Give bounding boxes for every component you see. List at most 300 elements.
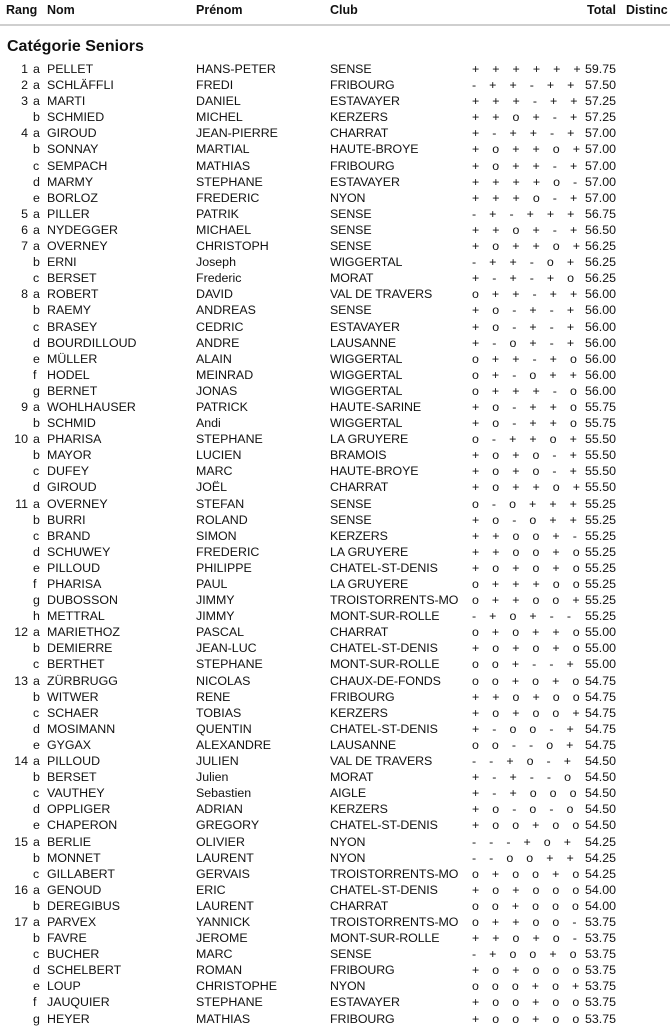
cell-nom: PILLOUD	[47, 754, 101, 769]
cell-letter: b	[33, 512, 40, 527]
cell-club: NYON	[330, 850, 366, 865]
cell-letter: f	[33, 577, 37, 591]
cell-prenom: ROMAN	[196, 963, 243, 978]
cell-club: CHARRAT	[330, 898, 389, 913]
cell-letter: a	[33, 94, 40, 109]
cell-letter: c	[33, 271, 40, 286]
cell-letter: e	[33, 190, 40, 205]
cell-letter: a	[33, 834, 40, 849]
table-row	[0, 640, 670, 656]
cell-letter: e	[33, 560, 40, 575]
cell-rank: 15	[14, 834, 28, 849]
cell-letter: a	[33, 239, 40, 254]
cell-marks: + - o o - +	[472, 721, 579, 736]
cell-marks: + + o + - +	[472, 222, 582, 237]
cell-club: CHARRAT	[330, 625, 389, 640]
cell-prenom: FREDI	[196, 78, 234, 93]
cell-rank: 14	[14, 754, 28, 769]
cell-marks: + + + - + +	[472, 94, 583, 109]
cell-nom: DUFEY	[47, 464, 89, 479]
cell-rank: 7	[21, 239, 28, 254]
cell-nom: HODEL	[47, 367, 90, 382]
cell-letter: g	[33, 383, 40, 398]
cell-total: 54.75	[585, 737, 617, 752]
cell-nom: BOURDILLOUD	[47, 335, 137, 350]
cell-prenom: NICOLAS	[196, 673, 251, 688]
cell-nom: DEREGIBUS	[47, 898, 120, 913]
table-row	[0, 930, 670, 946]
cell-nom: WOHLHAUSER	[47, 399, 136, 414]
cell-total: 54.25	[585, 834, 617, 849]
cell-club: CHATEL-ST-DENIS	[330, 560, 438, 575]
cell-club: KERZERS	[330, 528, 388, 543]
table-row	[0, 399, 670, 415]
cell-nom: CHAPERON	[47, 818, 118, 833]
cell-marks: - + o o + o	[472, 947, 582, 962]
cell-total: 55.25	[585, 593, 617, 608]
cell-nom: SEMPACH	[47, 158, 108, 173]
category-title: Catégorie Seniors	[7, 38, 144, 55]
table-row	[0, 689, 670, 705]
cell-total: 55.25	[585, 577, 617, 591]
cell-marks: + + + + o -	[472, 174, 582, 189]
table-row	[0, 431, 670, 447]
cell-club: VAL DE TRAVERS	[330, 754, 433, 769]
cell-nom: DUBOSSON	[47, 593, 118, 608]
cell-prenom: STEFAN	[196, 496, 245, 511]
cell-prenom: DAVID	[196, 287, 233, 302]
cell-marks: - - + o - +	[472, 754, 576, 769]
cell-total: 57.25	[585, 94, 617, 109]
cell-marks: + - + + - +	[472, 126, 580, 141]
cell-prenom: STEPHANE	[196, 657, 263, 672]
table-row	[0, 125, 670, 141]
cell-marks: + o - + + o	[472, 416, 582, 431]
cell-nom: BURRI	[47, 512, 86, 527]
cell-letter: b	[33, 689, 40, 704]
cell-club: MONT-SUR-ROLLE	[330, 657, 440, 672]
cell-nom: SCHMID	[47, 416, 96, 431]
cell-total: 53.75	[585, 963, 617, 978]
cell-prenom: QUENTIN	[196, 721, 252, 736]
cell-nom: BRAND	[47, 528, 91, 543]
cell-total: 54.50	[585, 818, 617, 833]
table-row	[0, 673, 670, 689]
cell-total: 56.00	[585, 351, 617, 366]
table-row	[0, 512, 670, 528]
cell-marks: o + + - + +	[472, 287, 582, 302]
cell-marks: - - o o + +	[472, 850, 579, 865]
table-row	[0, 962, 670, 978]
cell-total: 55.75	[585, 399, 617, 414]
cell-marks: + o + + o +	[472, 480, 585, 495]
cell-marks: + o - o - o	[472, 802, 579, 817]
cell-total: 54.75	[585, 689, 617, 704]
table-row	[0, 656, 670, 672]
cell-nom: LOUP	[47, 979, 81, 994]
cell-marks: o + o + + o	[472, 625, 585, 640]
cell-club: SENSE	[330, 947, 372, 962]
cell-club: LA GRUYERE	[330, 432, 409, 447]
cell-club: BRAMOIS	[330, 448, 387, 463]
cell-total: 56.25	[585, 255, 617, 270]
cell-prenom: HANS-PETER	[196, 62, 276, 76]
cell-total: 54.25	[585, 866, 617, 881]
cell-club: NYON	[330, 979, 366, 994]
cell-marks: + + + o - +	[472, 190, 582, 205]
cell-prenom: PATRIK	[196, 206, 239, 221]
cell-club: SENSE	[330, 496, 372, 511]
cell-club: CHARRAT	[330, 480, 389, 495]
cell-total: 53.75	[585, 1011, 617, 1026]
cell-club: KERZERS	[330, 705, 388, 720]
cell-nom: SCHUWEY	[47, 544, 111, 559]
cell-nom: DEMIERRE	[47, 641, 113, 656]
cell-nom: VAUTHEY	[47, 786, 105, 801]
cell-club: LA GRUYERE	[330, 544, 409, 559]
cell-prenom: JEAN-PIERRE	[196, 126, 278, 141]
cell-prenom: MICHEL	[196, 110, 243, 125]
cell-marks: + o + o o +	[472, 705, 585, 720]
cell-marks: o + - o + +	[472, 367, 582, 382]
cell-prenom: ADRIAN	[196, 802, 243, 817]
cell-marks: - + o + - -	[472, 609, 576, 624]
cell-prenom: ANDREAS	[196, 303, 256, 318]
table-row	[0, 721, 670, 737]
cell-letter: c	[33, 464, 40, 479]
cell-prenom: TOBIAS	[196, 705, 242, 720]
cell-club: KERZERS	[330, 802, 388, 817]
cell-letter: b	[33, 142, 40, 157]
cell-club: VAL DE TRAVERS	[330, 287, 433, 302]
cell-rank: 9	[21, 399, 28, 414]
cell-club: TROISTORRENTS-MO	[330, 866, 459, 881]
cell-prenom: GREGORY	[196, 818, 260, 833]
cell-prenom: MATHIAS	[196, 158, 251, 173]
cell-letter: d	[33, 335, 40, 350]
cell-letter: g	[33, 1011, 40, 1026]
table-row	[0, 174, 670, 190]
table-row	[0, 705, 670, 721]
cell-total: 55.25	[585, 512, 617, 527]
cell-nom: MAYOR	[47, 448, 92, 463]
cell-nom: BERSET	[47, 271, 97, 286]
cell-total: 56.00	[585, 319, 617, 334]
cell-marks: + + o + o o	[472, 689, 585, 704]
cell-prenom: ERIC	[196, 882, 226, 897]
cell-letter: a	[33, 914, 40, 929]
table-row	[0, 222, 670, 238]
table-row	[0, 190, 670, 206]
table-row	[0, 834, 670, 850]
table-header	[0, 0, 670, 26]
cell-marks: + - + o o o	[472, 786, 582, 801]
cell-club: HAUTE-BROYE	[330, 142, 419, 157]
cell-prenom: CHRISTOPH	[196, 239, 269, 254]
cell-total: 56.00	[585, 287, 617, 302]
cell-letter: a	[33, 287, 40, 302]
cell-marks: o - + + o +	[472, 432, 582, 447]
cell-letter: b	[33, 110, 40, 125]
cell-club: HAUTE-BROYE	[330, 464, 419, 479]
cell-marks: o o + o + o	[472, 673, 585, 688]
cell-nom: PELLET	[47, 62, 94, 76]
table-row	[0, 319, 670, 335]
cell-marks: + + + + + +	[472, 62, 586, 76]
cell-letter: b	[33, 850, 40, 865]
cell-club: WIGGERTAL	[330, 255, 403, 270]
cell-marks: + + o + - +	[472, 110, 582, 125]
cell-prenom: FREDERIC	[196, 544, 260, 559]
table-row	[0, 93, 670, 109]
cell-total: 56.00	[585, 303, 617, 318]
cell-marks: + o - o + +	[472, 512, 582, 527]
cell-nom: MARMY	[47, 174, 94, 189]
cell-rank: 17	[14, 914, 28, 929]
cell-prenom: MARC	[196, 947, 233, 962]
cell-letter: g	[33, 593, 40, 608]
cell-letter: e	[33, 737, 40, 752]
cell-nom: OVERNEY	[47, 239, 108, 254]
cell-club: FRIBOURG	[330, 158, 395, 173]
table-row	[0, 77, 670, 93]
table-row	[0, 850, 670, 866]
cell-club: ESTAVAYER	[330, 174, 400, 189]
header-nom: Nom	[47, 3, 75, 17]
cell-total: 53.75	[585, 947, 617, 962]
table-row	[0, 801, 670, 817]
cell-prenom: LAURENT	[196, 850, 254, 865]
cell-rank: 6	[21, 222, 28, 237]
cell-prenom: JIMMY	[196, 593, 235, 608]
cell-letter: e	[33, 979, 40, 994]
cell-marks: o + o o + o	[472, 866, 585, 881]
table-row	[0, 994, 670, 1010]
table-row	[0, 109, 670, 125]
cell-letter: b	[33, 448, 40, 463]
cell-total: 54.50	[585, 754, 617, 769]
cell-club: MORAT	[330, 770, 374, 785]
cell-marks: o o + o o o	[472, 898, 584, 913]
cell-total: 54.75	[585, 673, 617, 688]
cell-club: FRIBOURG	[330, 1011, 395, 1026]
cell-nom: WITWER	[47, 689, 99, 704]
cell-rank: 5	[21, 206, 28, 221]
cell-letter: a	[33, 754, 40, 769]
cell-letter: a	[33, 78, 40, 93]
cell-prenom: STEPHANE	[196, 432, 263, 447]
cell-nom: BERNET	[47, 383, 98, 398]
cell-total: 57.00	[585, 174, 617, 189]
cell-prenom: Julien	[196, 770, 229, 785]
cell-letter: d	[33, 174, 40, 189]
cell-prenom: ROLAND	[196, 512, 248, 527]
cell-prenom: MICHAEL	[196, 222, 252, 237]
cell-total: 55.50	[585, 464, 617, 479]
cell-nom: BRASEY	[47, 319, 98, 334]
cell-letter: d	[33, 480, 40, 495]
cell-total: 55.75	[585, 416, 617, 431]
cell-marks: o + + + - o	[472, 383, 582, 398]
cell-rank: 16	[14, 882, 28, 897]
results-table	[0, 61, 670, 1027]
cell-total: 54.50	[585, 786, 617, 801]
table-row	[0, 914, 670, 930]
cell-club: TROISTORRENTS-MO	[330, 914, 459, 929]
cell-total: 56.25	[585, 271, 617, 286]
cell-letter: b	[33, 641, 40, 656]
cell-marks: + o o + o o	[472, 1011, 585, 1026]
cell-club: NYON	[330, 190, 366, 205]
cell-nom: PHARISA	[47, 432, 102, 447]
table-row	[0, 608, 670, 624]
cell-letter: b	[33, 898, 40, 913]
cell-letter: d	[33, 802, 40, 817]
cell-nom: SONNAY	[47, 142, 99, 157]
cell-club: LA GRUYERE	[330, 577, 409, 591]
cell-marks: + o + + o +	[472, 239, 585, 254]
table-row	[0, 351, 670, 367]
cell-prenom: PAUL	[196, 577, 228, 591]
table-row	[0, 882, 670, 898]
cell-rank: 4	[21, 126, 28, 141]
cell-nom: BUCHER	[47, 947, 100, 962]
cell-prenom: JOËL	[196, 480, 227, 495]
cell-club: SENSE	[330, 512, 372, 527]
cell-letter: c	[33, 319, 40, 334]
cell-rank: 3	[21, 94, 28, 109]
cell-club: CHARRAT	[330, 126, 389, 141]
header-distinction: Distinc	[626, 3, 668, 17]
cell-nom: ROBERT	[47, 287, 99, 302]
table-row	[0, 270, 670, 286]
cell-total: 55.50	[585, 432, 617, 447]
cell-nom: PILLOUD	[47, 560, 101, 575]
cell-marks: + o + o o o	[472, 963, 585, 978]
cell-nom: BERTHET	[47, 657, 105, 672]
cell-marks: - + - + + +	[472, 206, 580, 221]
cell-prenom: MARC	[196, 464, 233, 479]
cell-letter: a	[33, 496, 40, 511]
cell-total: 56.25	[585, 239, 617, 254]
table-row	[0, 898, 670, 914]
cell-nom: MÜLLER	[47, 351, 98, 366]
cell-nom: MARTI	[47, 94, 86, 109]
cell-rank: 11	[15, 496, 28, 511]
cell-prenom: ANDRE	[196, 335, 240, 350]
cell-total: 57.00	[585, 190, 617, 205]
cell-prenom: JULIEN	[196, 754, 239, 769]
cell-club: NYON	[330, 834, 366, 849]
cell-marks: - + + - + +	[472, 78, 580, 93]
cell-nom: BORLOZ	[47, 190, 98, 205]
cell-nom: PHARISA	[47, 577, 102, 591]
cell-total: 55.50	[585, 480, 617, 495]
cell-club: CHATEL-ST-DENIS	[330, 721, 438, 736]
cell-nom: METTRAL	[47, 609, 105, 624]
cell-nom: PARVEX	[47, 914, 97, 929]
cell-letter: a	[33, 673, 40, 688]
cell-letter: a	[33, 432, 40, 447]
cell-nom: GIROUD	[47, 126, 97, 141]
cell-prenom: RENE	[196, 689, 231, 704]
cell-total: 57.50	[585, 78, 617, 93]
table-row	[0, 302, 670, 318]
cell-letter: b	[33, 770, 40, 785]
cell-prenom: SIMON	[196, 528, 237, 543]
cell-total: 54.25	[585, 850, 617, 865]
cell-club: MORAT	[330, 271, 374, 286]
cell-club: CHATEL-ST-DENIS	[330, 882, 438, 897]
cell-nom: MOSIMANN	[47, 721, 116, 736]
cell-nom: ZÜRBRUGG	[47, 673, 118, 688]
cell-letter: a	[33, 222, 40, 237]
table-row	[0, 785, 670, 801]
cell-total: 55.25	[585, 528, 617, 543]
cell-letter: c	[33, 786, 40, 801]
cell-prenom: JEROME	[196, 931, 248, 946]
cell-total: 56.75	[585, 206, 617, 221]
cell-marks: o o - - o +	[472, 737, 579, 752]
table-row	[0, 528, 670, 544]
cell-letter: f	[33, 995, 37, 1010]
cell-prenom: CEDRIC	[196, 319, 244, 334]
table-row	[0, 141, 670, 157]
table-row	[0, 367, 670, 383]
cell-club: SENSE	[330, 206, 372, 221]
cell-total: 53.75	[585, 979, 617, 994]
table-row	[0, 592, 670, 608]
cell-prenom: ALAIN	[196, 351, 232, 366]
table-row	[0, 544, 670, 560]
cell-letter: c	[33, 158, 40, 173]
cell-prenom: ALEXANDRE	[196, 737, 272, 752]
cell-club: WIGGERTAL	[330, 367, 403, 382]
cell-marks: + - + - + o	[472, 271, 579, 286]
cell-letter: b	[33, 303, 40, 318]
cell-letter: d	[33, 544, 40, 559]
cell-letter: d	[33, 963, 40, 978]
table-row	[0, 158, 670, 174]
cell-total: 54.75	[585, 721, 617, 736]
cell-total: 56.50	[585, 222, 617, 237]
cell-letter: b	[33, 931, 40, 946]
cell-prenom: JIMMY	[196, 609, 235, 624]
table-row	[0, 946, 670, 962]
cell-prenom: YANNICK	[196, 914, 251, 929]
cell-letter: d	[33, 721, 40, 736]
cell-nom: GIROUD	[47, 480, 97, 495]
cell-club: HAUTE-SARINE	[330, 399, 422, 414]
cell-prenom: STEPHANE	[196, 174, 263, 189]
cell-club: SENSE	[330, 239, 372, 254]
table-row	[0, 286, 670, 302]
cell-marks: + o + o + o	[472, 641, 585, 656]
cell-prenom: Andi	[196, 416, 221, 431]
cell-club: WIGGERTAL	[330, 416, 403, 431]
cell-letter: a	[33, 882, 40, 897]
cell-prenom: MEINRAD	[196, 367, 254, 382]
cell-marks: + + o o + o	[472, 544, 585, 559]
cell-total: 56.00	[585, 367, 617, 382]
table-row	[0, 463, 670, 479]
cell-prenom: JONAS	[196, 383, 238, 398]
cell-marks: + o o + o o	[472, 995, 585, 1010]
table-row	[0, 254, 670, 270]
cell-total: 56.00	[585, 335, 617, 350]
cell-letter: a	[33, 62, 40, 76]
table-row	[0, 737, 670, 753]
